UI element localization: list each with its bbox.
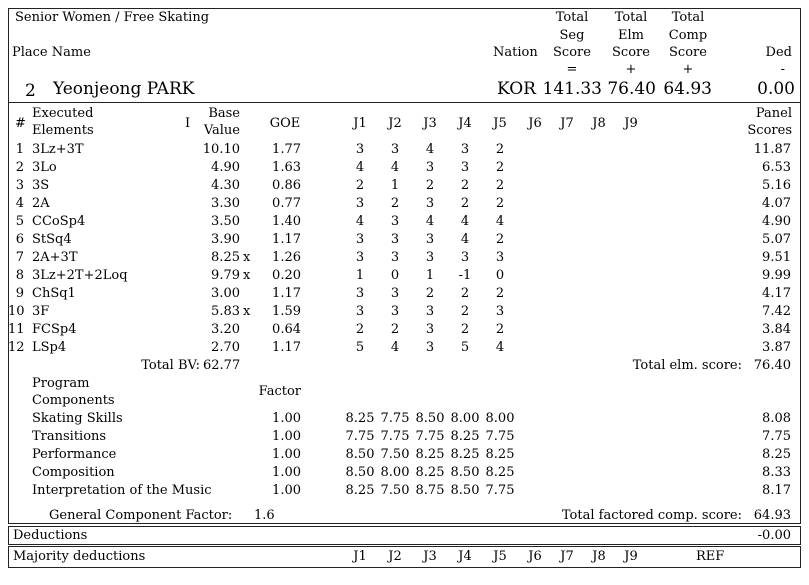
total-elm-header-2: Elm <box>618 28 644 43</box>
judge-header-6: J6 <box>528 116 542 131</box>
total-seg-header-2: Seg <box>559 28 585 43</box>
element-panel-score: 6.53 <box>762 160 791 175</box>
skater-name: Yeonjeong PARK <box>53 79 195 99</box>
element-goe: 0.77 <box>272 196 301 211</box>
total-bv-value: 62.77 <box>203 358 241 373</box>
element-judge-score: 3 <box>355 286 365 301</box>
component-name: Interpretation of the Music <box>32 483 212 498</box>
element-judge-score: 4 <box>390 160 400 175</box>
element-judge-score: 1 <box>425 268 435 283</box>
element-number: 4 <box>15 196 24 211</box>
element-number: 2 <box>15 160 24 175</box>
element-judge-score: 2 <box>495 160 505 175</box>
total-elm-header-1: Total <box>614 10 648 25</box>
element-judge-score: 3 <box>425 340 435 355</box>
element-judge-score: 3 <box>425 232 435 247</box>
majority-judge-2: J2 <box>388 549 402 564</box>
element-judge-score: 4 <box>460 232 470 247</box>
majority-judge-1: J1 <box>353 549 367 564</box>
deductions-value: -0.00 <box>757 528 791 543</box>
element-name: 3F <box>32 304 50 319</box>
element-judge-score: 4 <box>355 160 365 175</box>
element-judge-score: 2 <box>460 196 470 211</box>
total-comp-label: Total factored comp. score: <box>561 508 742 523</box>
element-name: 3Lz+2T+2Loq <box>32 268 128 283</box>
element-judge-score: 5 <box>460 340 470 355</box>
majority-judge-7: J7 <box>560 549 574 564</box>
component-judge-score: 8.50 <box>345 447 375 462</box>
element-judge-score: 3 <box>355 304 365 319</box>
judge-header-9: J9 <box>624 116 638 131</box>
skater-deductions: 0.00 <box>757 79 795 99</box>
element-judge-score: 3 <box>390 286 400 301</box>
element-judge-score: 4 <box>495 340 505 355</box>
element-judge-score: 3 <box>355 196 365 211</box>
component-judge-score: 8.00 <box>450 411 480 426</box>
component-judge-score: 7.50 <box>380 447 410 462</box>
element-base-value: 3.00 <box>211 286 240 301</box>
element-judge-score: 4 <box>355 214 365 229</box>
element-judge-score: 3 <box>425 196 435 211</box>
total-elm-label: Total elm. score: <box>632 358 742 373</box>
element-judge-score: 3 <box>495 250 505 265</box>
element-panel-score: 5.16 <box>762 178 791 193</box>
element-judge-score: 3 <box>390 250 400 265</box>
total-seg-header-3: Score <box>553 45 591 60</box>
element-base-value: 8.25 <box>211 250 240 265</box>
element-bonus-marker: x <box>243 268 251 283</box>
element-number: 9 <box>15 286 24 301</box>
element-number: 1 <box>15 142 24 157</box>
element-judge-score: 3 <box>355 250 365 265</box>
component-judge-score: 8.25 <box>485 465 515 480</box>
element-judge-score: 2 <box>495 178 505 193</box>
total-comp-header-1: Total <box>671 10 705 25</box>
element-base-value: 2.70 <box>211 340 240 355</box>
element-name: 3S <box>32 178 50 193</box>
skater-elm-score: 76.40 <box>607 79 656 99</box>
deductions-box <box>8 526 801 545</box>
element-judge-score: 2 <box>355 322 365 337</box>
element-goe: 1.17 <box>272 232 301 247</box>
total-elm-value: 76.40 <box>753 358 791 373</box>
element-judge-score: 4 <box>460 214 470 229</box>
element-base-value: 3.50 <box>211 214 240 229</box>
component-judge-score: 8.25 <box>415 447 445 462</box>
element-panel-score: 11.87 <box>753 142 791 157</box>
element-judge-score: 2 <box>460 286 470 301</box>
element-judge-score: 3 <box>425 250 435 265</box>
component-factor: 1.00 <box>272 411 301 426</box>
element-judge-score: 3 <box>460 160 470 175</box>
element-goe: 0.86 <box>272 178 301 193</box>
component-judge-score: 8.25 <box>345 411 375 426</box>
total-bv-label: Total BV: <box>141 358 200 373</box>
elements-executed-header-2: Elements <box>32 123 94 138</box>
element-judge-score: 2 <box>495 322 505 337</box>
judge-header-2: J2 <box>388 116 402 131</box>
elements-goe-header: GOE <box>269 116 301 131</box>
place-name-header: Place Name <box>12 45 91 60</box>
element-number: 7 <box>15 250 24 265</box>
total-comp-header-2: Comp <box>668 28 708 43</box>
majority-judge-8: J8 <box>592 549 606 564</box>
element-number: 5 <box>15 214 24 229</box>
judge-header-4: J4 <box>458 116 472 131</box>
elements-panel-header-1: Panel <box>755 106 792 121</box>
element-judge-score: 2 <box>390 322 400 337</box>
judge-header-3: J3 <box>423 116 437 131</box>
total-seg-header-4: = <box>566 62 578 77</box>
component-factor: 1.00 <box>272 447 301 462</box>
element-judge-score: 1 <box>390 178 400 193</box>
total-elm-header-3: Score <box>612 45 650 60</box>
element-bonus-marker: x <box>243 250 251 265</box>
header-divider <box>8 102 801 103</box>
component-name: Performance <box>32 447 117 462</box>
element-panel-score: 4.90 <box>762 214 791 229</box>
element-judge-score: 3 <box>460 250 470 265</box>
element-judge-score: 2 <box>460 304 470 319</box>
component-judge-score: 7.75 <box>485 483 515 498</box>
component-panel-score: 7.75 <box>762 429 791 444</box>
element-goe: 1.63 <box>272 160 301 175</box>
ded-header-1: Ded <box>765 45 792 60</box>
element-base-value: 9.79 <box>211 268 240 283</box>
majority-judge-5: J5 <box>493 549 507 564</box>
component-judge-score: 8.50 <box>415 411 445 426</box>
element-panel-score: 7.42 <box>762 304 791 319</box>
element-goe: 1.26 <box>272 250 301 265</box>
total-seg-header-1: Total <box>555 10 589 25</box>
component-judge-score: 8.25 <box>450 447 480 462</box>
component-judge-score: 7.75 <box>485 429 515 444</box>
component-judge-score: 8.25 <box>450 429 480 444</box>
total-elm-header-4: + <box>625 62 637 77</box>
element-base-value: 3.30 <box>211 196 240 211</box>
element-panel-score: 5.07 <box>762 232 791 247</box>
nation-header: Nation <box>493 45 538 60</box>
element-judge-score: 2 <box>460 322 470 337</box>
element-name: 2A+3T <box>32 250 78 265</box>
element-goe: 0.20 <box>272 268 301 283</box>
element-name: LSp4 <box>32 340 67 355</box>
total-comp-header-4: + <box>682 62 694 77</box>
element-judge-score: 2 <box>495 196 505 211</box>
element-name: ChSq1 <box>32 286 76 301</box>
element-name: StSq4 <box>32 232 72 247</box>
gcf-value: 1.6 <box>254 508 275 523</box>
majority-judge-4: J4 <box>458 549 472 564</box>
element-judge-score: 3 <box>425 322 435 337</box>
element-number: 6 <box>15 232 24 247</box>
element-judge-score: 2 <box>425 178 435 193</box>
elements-info-header: I <box>185 116 191 131</box>
element-bonus-marker: x <box>243 304 251 319</box>
component-judge-score: 8.00 <box>485 411 515 426</box>
skater-comp-score: 64.93 <box>663 79 712 99</box>
element-judge-score: 0 <box>495 268 505 283</box>
element-panel-score: 9.99 <box>762 268 791 283</box>
majority-judge-6: J6 <box>528 549 542 564</box>
component-judge-score: 7.75 <box>345 429 375 444</box>
element-number: 8 <box>15 268 24 283</box>
component-judge-score: 8.50 <box>345 465 375 480</box>
component-judge-score: 8.25 <box>415 465 445 480</box>
element-judge-score: 3 <box>495 304 505 319</box>
element-goe: 1.40 <box>272 214 301 229</box>
component-panel-score: 8.33 <box>762 465 791 480</box>
element-judge-score: 2 <box>425 286 435 301</box>
element-base-value: 5.83 <box>211 304 240 319</box>
component-judge-score: 8.25 <box>485 447 515 462</box>
gcf-label: General Component Factor: <box>49 508 233 523</box>
element-name: 2A <box>32 196 50 211</box>
component-panel-score: 8.08 <box>762 411 791 426</box>
element-judge-score: 2 <box>460 178 470 193</box>
component-judge-score: 8.50 <box>450 483 480 498</box>
element-judge-score: 3 <box>390 232 400 247</box>
element-name: CCoSp4 <box>32 214 86 229</box>
element-panel-score: 3.87 <box>762 340 791 355</box>
element-base-value: 3.20 <box>211 322 240 337</box>
element-goe: 1.17 <box>272 340 301 355</box>
element-number: 3 <box>15 178 24 193</box>
skater-nation: KOR <box>497 79 536 99</box>
element-panel-score: 4.17 <box>762 286 791 301</box>
element-base-value: 10.10 <box>202 142 240 157</box>
component-panel-score: 8.25 <box>762 447 791 462</box>
element-name: 3Lz+3T <box>32 142 84 157</box>
component-judge-score: 8.50 <box>450 465 480 480</box>
element-judge-score: 4 <box>495 214 505 229</box>
element-panel-score: 9.51 <box>762 250 791 265</box>
component-factor: 1.00 <box>272 429 301 444</box>
element-judge-score: 3 <box>355 232 365 247</box>
element-number: 12 <box>8 340 25 355</box>
element-name: 3Lo <box>32 160 57 175</box>
component-name: Composition <box>32 465 115 480</box>
element-judge-score: 1 <box>355 268 365 283</box>
element-panel-score: 3.84 <box>762 322 791 337</box>
components-header-2: Components <box>32 393 115 408</box>
element-judge-score: 3 <box>390 142 400 157</box>
element-judge-score: 3 <box>460 142 470 157</box>
deductions-label: Deductions <box>13 528 88 543</box>
elements-base-header-1: Base <box>208 106 240 121</box>
element-goe: 1.59 <box>272 304 301 319</box>
event-title: Senior Women / Free Skating <box>15 10 210 25</box>
skater-seg-score: 141.33 <box>542 79 602 99</box>
element-base-value: 3.90 <box>211 232 240 247</box>
elements-base-header-2: Value <box>203 123 240 138</box>
component-judge-score: 7.50 <box>380 483 410 498</box>
element-judge-score: 0 <box>390 268 400 283</box>
elements-num-header: # <box>15 116 26 131</box>
element-judge-score: 3 <box>390 304 400 319</box>
element-name: FCSp4 <box>32 322 77 337</box>
judge-header-1: J1 <box>353 116 367 131</box>
component-name: Skating Skills <box>32 411 123 426</box>
component-factor: 1.00 <box>272 483 301 498</box>
component-judge-score: 8.00 <box>380 465 410 480</box>
component-judge-score: 8.75 <box>415 483 445 498</box>
element-judge-score: 4 <box>425 142 435 157</box>
skater-place: 2 <box>25 81 36 101</box>
element-panel-score: 4.07 <box>762 196 791 211</box>
total-comp-value: 64.93 <box>753 508 791 523</box>
element-judge-score: 2 <box>355 178 365 193</box>
component-judge-score: 8.25 <box>345 483 375 498</box>
element-goe: 1.17 <box>272 286 301 301</box>
component-judge-score: 7.75 <box>380 429 410 444</box>
element-number: 10 <box>8 304 25 319</box>
component-judge-score: 7.75 <box>415 429 445 444</box>
element-judge-score: 4 <box>425 214 435 229</box>
element-judge-score: 2 <box>495 142 505 157</box>
element-judge-score: 3 <box>390 214 400 229</box>
judge-header-8: J8 <box>592 116 606 131</box>
elements-executed-header-1: Executed <box>32 106 94 121</box>
majority-judge-9: J9 <box>624 549 638 564</box>
ded-header-2: - <box>780 62 785 77</box>
element-judge-score: 3 <box>425 304 435 319</box>
majority-judge-3: J3 <box>423 549 437 564</box>
components-factor-header: Factor <box>258 384 301 399</box>
majority-label: Majority deductions <box>13 549 146 564</box>
elements-panel-header-2: Scores <box>747 123 792 138</box>
element-judge-score: 3 <box>355 142 365 157</box>
element-base-value: 4.90 <box>211 160 240 175</box>
judge-header-5: J5 <box>493 116 507 131</box>
total-comp-header-3: Score <box>669 45 707 60</box>
component-judge-score: 7.75 <box>380 411 410 426</box>
component-factor: 1.00 <box>272 465 301 480</box>
element-number: 11 <box>8 322 25 337</box>
component-panel-score: 8.17 <box>762 483 791 498</box>
element-goe: 0.64 <box>272 322 301 337</box>
element-judge-score: 3 <box>425 160 435 175</box>
components-header-1: Program <box>32 376 90 391</box>
ref-label: REF <box>696 549 725 564</box>
element-judge-score: 5 <box>355 340 365 355</box>
element-goe: 1.77 <box>272 142 301 157</box>
element-base-value: 4.30 <box>211 178 240 193</box>
component-name: Transitions <box>32 429 107 444</box>
element-judge-score: 2 <box>495 232 505 247</box>
element-judge-score: 2 <box>495 286 505 301</box>
element-judge-score: 4 <box>390 340 400 355</box>
element-judge-score: 2 <box>390 196 400 211</box>
judge-header-7: J7 <box>560 116 574 131</box>
element-judge-score: -1 <box>458 268 472 283</box>
